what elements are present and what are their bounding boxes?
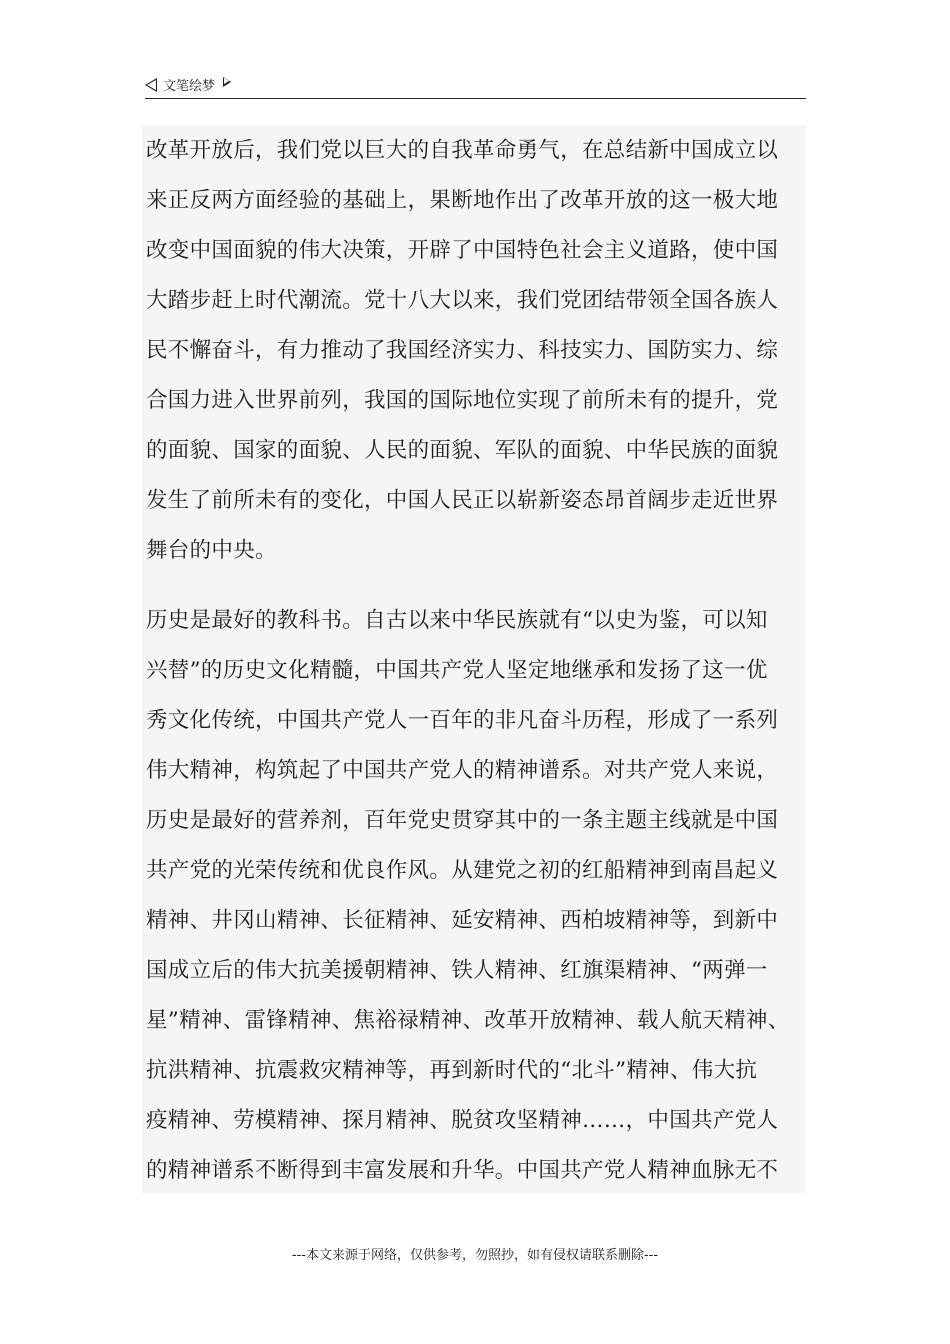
text-line: 历史是最好的营养剂，百年党史贯穿其中的一条主题主线就是中国 xyxy=(146,808,779,833)
text-line: 来正反两方面经验的基础上，果断地作出了改革开放的这一极大地 xyxy=(146,188,779,213)
header-title: 文笔绘梦 xyxy=(163,79,216,94)
footer-disclaimer: ---本文来源于网络，仅供参考，勿照抄，如有侵权请联系删除--- xyxy=(291,1248,659,1263)
page-header xyxy=(145,72,806,99)
text-line: 改变中国面貌的伟大决策，开辟了中国特色社会主义道路，使中国 xyxy=(146,238,779,263)
text-line: 的精神谱系不断得到丰富发展和升华。中国共产党人精神血脉无不 xyxy=(146,1158,779,1183)
triangle-right-icon xyxy=(223,77,231,87)
text-line: 疫精神、劳模精神、探月精神、脱贫攻坚精神……，中国共产党人 xyxy=(146,1108,779,1133)
text-line: 改革开放后，我们党以巨大的自我革命勇气，在总结新中国成立以 xyxy=(146,138,779,163)
text-line: 合国力进入世界前列，我国的国际地位实现了前所未有的提升，党 xyxy=(146,388,779,413)
header-brand xyxy=(145,75,231,94)
paragraph-1 xyxy=(146,126,778,576)
text-line: 国成立后的伟大抗美援朝精神、铁人精神、红旗渠精神、“两弹一 xyxy=(146,958,768,983)
text-line: 共产党的光荣传统和优良作风。从建党之初的红船精神到南昌起义 xyxy=(146,858,779,883)
text-line: 大踏步赶上时代潮流。党十八大以来，我们党团结带领全国各族人 xyxy=(146,288,779,313)
text-line: 的面貌、国家的面貌、人民的面貌、军队的面貌、中华民族的面貌 xyxy=(146,438,779,463)
triangle-left-icon xyxy=(145,78,157,92)
text-line: 精神、井冈山精神、长征精神、延安精神、西柏坡精神等，到新中 xyxy=(146,908,779,933)
paragraph-2 xyxy=(146,596,790,1196)
text-line: 秀文化传统，中国共产党人一百年的非凡奋斗历程，形成了一系列 xyxy=(146,708,779,733)
text-line: 发生了前所未有的变化，中国人民正以崭新姿态昂首阔步走近世界 xyxy=(146,488,779,513)
text-line: 历史是最好的教科书。自古以来中华民族就有“以史为鉴，可以知 xyxy=(146,608,768,633)
text-line: 舞台的中央。 xyxy=(146,538,277,563)
text-line: 伟大精神，构筑起了中国共产党人的精神谱系。对共产党人来说， xyxy=(146,758,779,783)
text-line: 抗洪精神、抗震救灾精神等，再到新时代的“北斗”精神、伟大抗 xyxy=(146,1058,758,1083)
text-line: 兴替”的历史文化精髓，中国共产党人坚定地继承和发扬了这一优 xyxy=(146,658,768,683)
text-line: 星”精神、雷锋精神、焦裕禄精神、改革开放精神、载人航天精神、 xyxy=(146,1008,790,1033)
text-line: 民不懈奋斗，有力推动了我国经济实力、科技实力、国防实力、综 xyxy=(146,338,779,363)
